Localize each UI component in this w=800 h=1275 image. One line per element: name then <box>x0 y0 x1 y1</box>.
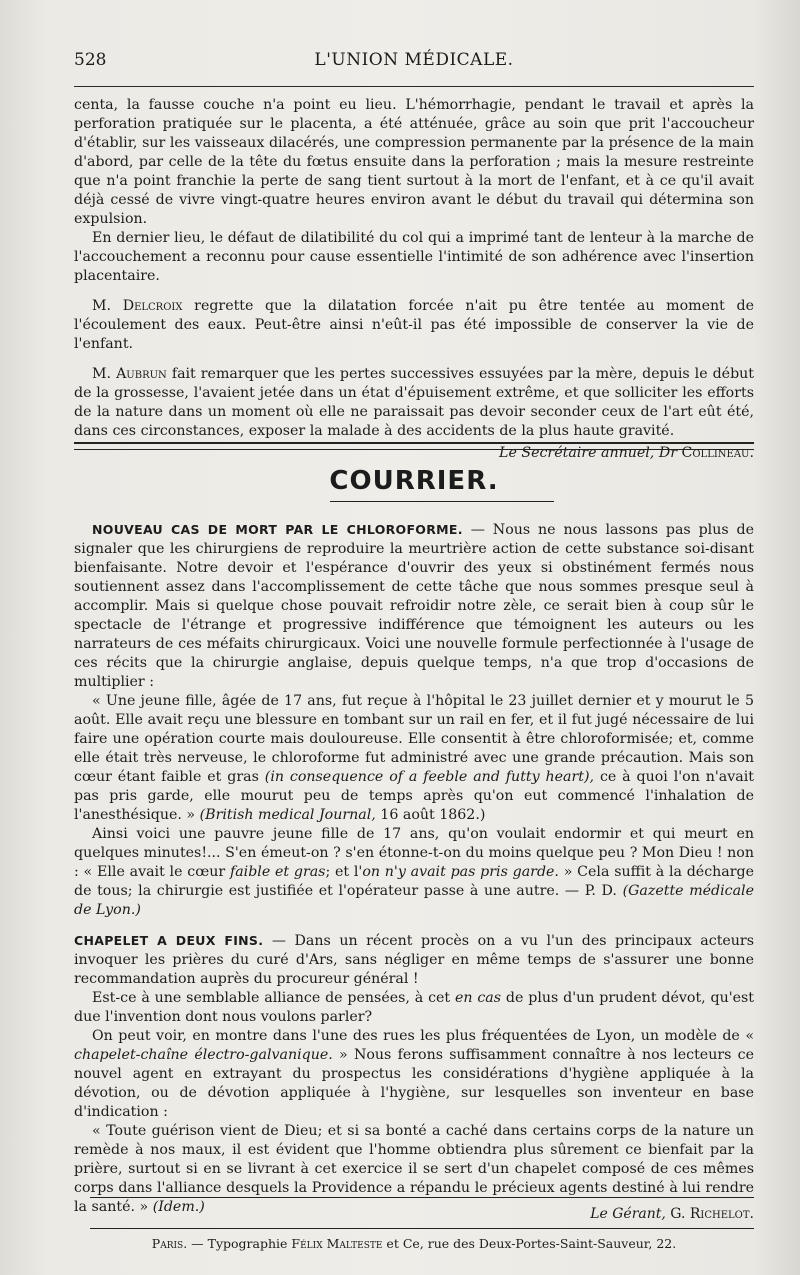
paragraph: Est-ce à une semblable alliance de pensées, à cet en cas de plus d'un prudent dévot, qu'est due l'invention dont nous voulons parler? <box>74 990 754 1025</box>
article-rubric: CHAPELET A DEUX FINS. <box>74 933 264 948</box>
section-divider <box>74 442 754 450</box>
section-title: COURRIER. <box>329 466 499 496</box>
paragraph: En dernier lieu, le défaut de dilatibilité du col qui a imprimé tant de lenteur à la marche de l'accouchement a reconnu pour cause essentielle l'intimité de son adhérence avec l'insertion placentaire. <box>74 230 754 284</box>
paragraph-delcroix: M. Delcroix regrette que la dilatation forcée n'ait pu être tentée au moment de l'écoulement des eaux. Peut-être ainsi n'eût-il pas été impossible de conserver la vie de l'enfant. <box>74 298 754 352</box>
paragraph: On peut voir, en montre dans l'une des rues les plus fréquentées de Lyon, un modèle de « chapelet-chaîne électro-galvanique. » Nous ferons suffisamment connaître à nos lecteurs ce nouvel agent en extrayant du prospectus les considérations d'hygiène appliquée à la dévotion, ou de dévotion appliquée à l'hygiène, sur lesquelles son inventeur en base d'indication : <box>74 1028 754 1120</box>
gerant-signature: Le Gérant, G. Richelot. <box>590 1206 754 1222</box>
footer-rule <box>90 1228 754 1229</box>
session-report-continuation <box>74 96 754 463</box>
page-header <box>74 50 754 76</box>
paragraph-aubrun: M. Aubrun fait remarquer que les pertes successives essuyées par la mère, depuis le début de la grossesse, l'avaient jetée dans un état d'épuisement extrême, et que solliciter les efforts de la nature dans un moment où elle ne paraissait pas devoir seconder ceux de l'art eût été, dans ces circonstances, exposer la malade à des accidents de la plus haute gravité. <box>74 366 754 439</box>
article-rubric: NOUVEAU CAS DE MORT PAR LE CHLOROFORME. <box>92 522 463 537</box>
title-underline <box>330 501 554 502</box>
chapelet-article: CHAPELET A DEUX FINS. — Dans un récent procès on a vu l'un des principaux acteurs invoquer les prières du curé d'Ars, sans négliger en même temps de s'assurer une bonne recommandation auprès du procureur général ! <box>74 933 754 987</box>
footer-rule <box>90 1197 754 1198</box>
commentary-paragraph: Ainsi voici une pauvre jeune fille de 17 ans, qu'on voulait endormir et qui meurt en quelques minutes!... S'en émeut-on ? s'en étonne-t-on du moins quelque peu ? Mon Dieu ! non : « Elle avait le cœur faible et gras; et l'on n'y avait pas pris garde. » Cela suffit à la décharge de tous; la chirurgie est justifiée et l'opérateur passe à une autre. — P. D. (Gazette médicale de Lyon.) <box>74 826 754 918</box>
speaker-name: Delcroix <box>122 298 183 314</box>
prospectus-quote: « Toute guérison vient de Dieu; et si sa bonté a caché dans certains corps de la nature un remède à nos maux, il est évident que l'homme obtiendra plus sûrement ce bienfait par la prière, surtout si en se livrant à cet exercice il se sert d'un chapelet composé de ces mêmes corps dans l'alliance desquels la Providence a répandu le précieux agents destiné à lui rendre la santé. » (Idem.) <box>74 1123 754 1215</box>
paragraph: centa, la fausse couche n'a point eu lieu. L'hémorrhagie, pendant le travail et après la perforation pratiquée sur le placenta, a été atténuée, grâce au soin que prit l'accoucheur d'établir, sur les vaisseaux dilacérés, une compression permanente par la présence de la main d'abord, par celle de la tête du fœtus ensuite dans la perforation ; mais la mesure restreinte que n'a point franchie la perte de sang tient surtout à la mort de l'enfant, et à ce qu'il avait déjà cessé de vivre vingt-quatre heures environ avant le début du travail qui détermina son expulsion. <box>74 97 754 227</box>
printer-imprint: Paris. — Typographie Félix Malteste et Ce, rue des Deux-Portes-Saint-Sauveur, 22. <box>151 1236 677 1251</box>
running-head: L'UNION MÉDICALE. <box>314 50 514 70</box>
speaker-name: Aubrun <box>116 366 167 382</box>
header-rule <box>74 86 754 87</box>
quote-paragraph: « Une jeune fille, âgée de 17 ans, fut reçue à l'hôpital le 23 juillet dernier et y mourut le 5 août. Elle avait reçu une blessure en tombant sur un rail en fer, et il fut jugé nécessaire de lui faire une opération courte mais douloureuse. Elle consentit à être chloroformisée; et, comme elle était très nerveuse, le chloroforme fut administré avec une grande précaution. Mais son cœur étant faible et gras (in consequence of a feeble and futty heart), ce à quoi l'on n'avait pas pris garde, elle mourut peu de temps après qu'on eut commencé l'inhalation de l'anesthésique. » (British medical Journal, 16 août 1862.) <box>74 693 754 823</box>
chloroform-article: NOUVEAU CAS DE MORT PAR LE CHLOROFORME. — Nous ne nous lassons pas plus de signaler que les chirurgiens de reproduire la meurtrière action de cette substance soi-disant bienfaisante. Notre devoir et l'espérance d'ouvrir des yeux si obstinément fermés nous soutiennent assez dans l'accomplissement de cette tâche que nous sommes presque seul à accomplir. Mais si quelque chose pouvait refroidir notre zèle, ce serait bien à coup sûr le spectacle de l'étrange et progressive indifférence que témoignent les auteurs ou les narrateurs de ces méfaits chirurgicaux. Voici une nouvelle formule perfectionnée à l'usage de ces récits que la chirurgie anglaise, depuis quelque temps, n'a que trop d'occasions de multiplier : <box>74 522 754 690</box>
courrier-section <box>74 520 754 1217</box>
page-number: 528 <box>74 50 107 70</box>
secretary-signature: Le Secrétaire annuel, Dr Collineau. <box>499 445 754 461</box>
